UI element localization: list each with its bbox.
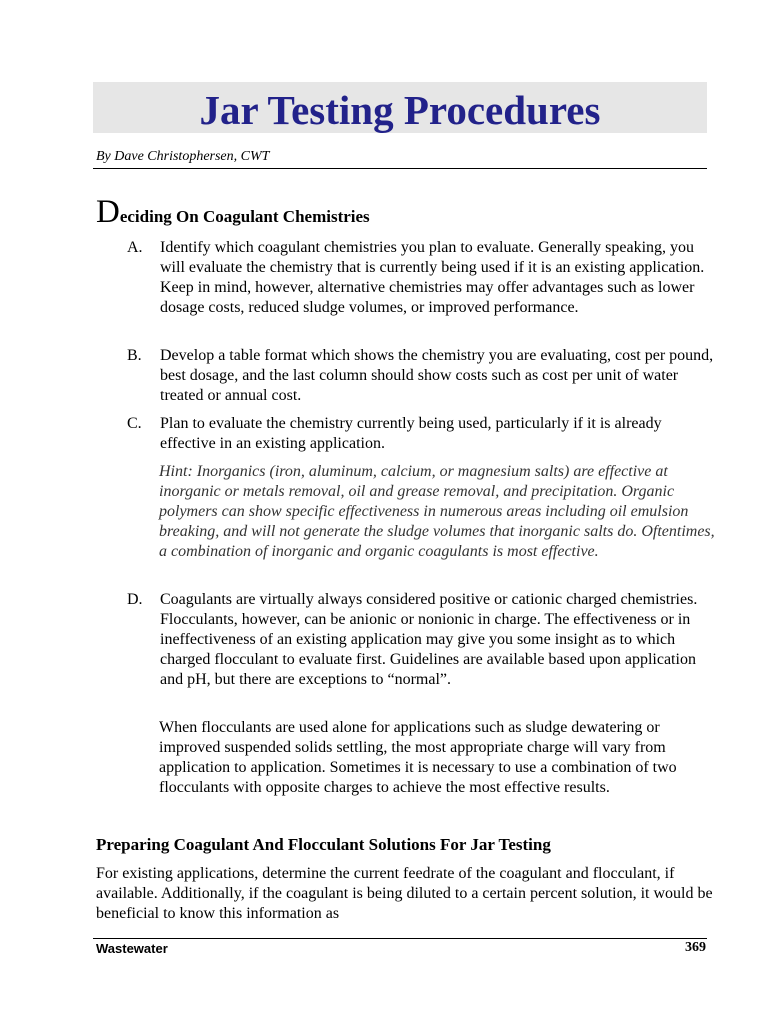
list-item-letter: C. [127,415,142,432]
page-title: Jar Testing Procedures [199,87,601,133]
drop-cap: D [96,194,120,230]
list-item-d [127,590,717,690]
hint-note: Hint: Inorganics (iron, aluminum, calcium, or magnesium salts) are effective at inorganic or metals removal, oil and grease removal, and precipitation. Organic polymers can show specific effectiveness in numerous areas including oil emulsion breaking, and will not generate the sludge volumes that inorganic salts do. Oftentimes, a combination of inorganic and organic coagulants is most effective. [159,463,715,560]
list-item-letter: A. [127,239,143,256]
section-heading-solutions: Preparing Coagulant And Flocculant Solutions For Jar Testing [96,835,551,854]
list-item-b [127,346,717,406]
header-rule [93,168,707,169]
list-item-text: Coagulants are virtually always considered positive or cationic charged chemistries. Flocculants, however, can be anionic or nonionic in charge. The effectiveness or in ineffectiveness of an existing application may give you some insight as to which charged flocculant to evaluate first. Guidelines are available based upon application and pH, but there are exceptions to “normal”. [160,591,698,688]
title-bar [93,82,707,133]
byline: By Dave Christophersen, CWT [96,149,270,164]
footer-rule [93,938,707,939]
footer-section-name: Wastewater [96,941,168,956]
list-item-a [127,238,717,318]
list-item-text: Identify which coagulant chemistries you plan to evaluate. Generally speaking, you will evaluate the chemistry that is currently being used if it is an existing application. Keep in mind, however, alternative chemistries may offer advantages such as lower dosage costs, reduced sludge volumes, or improved performance. [160,239,705,316]
flocculant-paragraph: When flocculants are used alone for applications such as sludge dewatering or improved suspended solids settling, the most appropriate charge will vary from application to application. Sometimes it is necessary to use a combination of two flocculants with opposite charges to achieve the most effective results. [159,719,677,796]
solutions-intro-paragraph: For existing applications, determine the current feedrate of the coagulant and flocculant, if available. Additionally, if the coagulant is being diluted to a certain percent solution, it would be beneficial to know this information as [96,865,713,922]
page-number: 369 [685,940,706,955]
list-item-letter: B. [127,347,142,364]
list-item-c [127,414,717,454]
list-item-letter: D. [127,591,143,608]
section-heading-text: eciding On Coagulant Chemistries [119,207,370,226]
list-item-text: Develop a table format which shows the chemistry you are evaluating, cost per pound, best dosage, and the last column should show costs such as cost per unit of water treated or annual cost. [160,347,714,404]
list-item-text: Plan to evaluate the chemistry currently being used, particularly if it is already effective in an existing application. [160,415,662,452]
section-heading-coagulant [96,194,370,235]
